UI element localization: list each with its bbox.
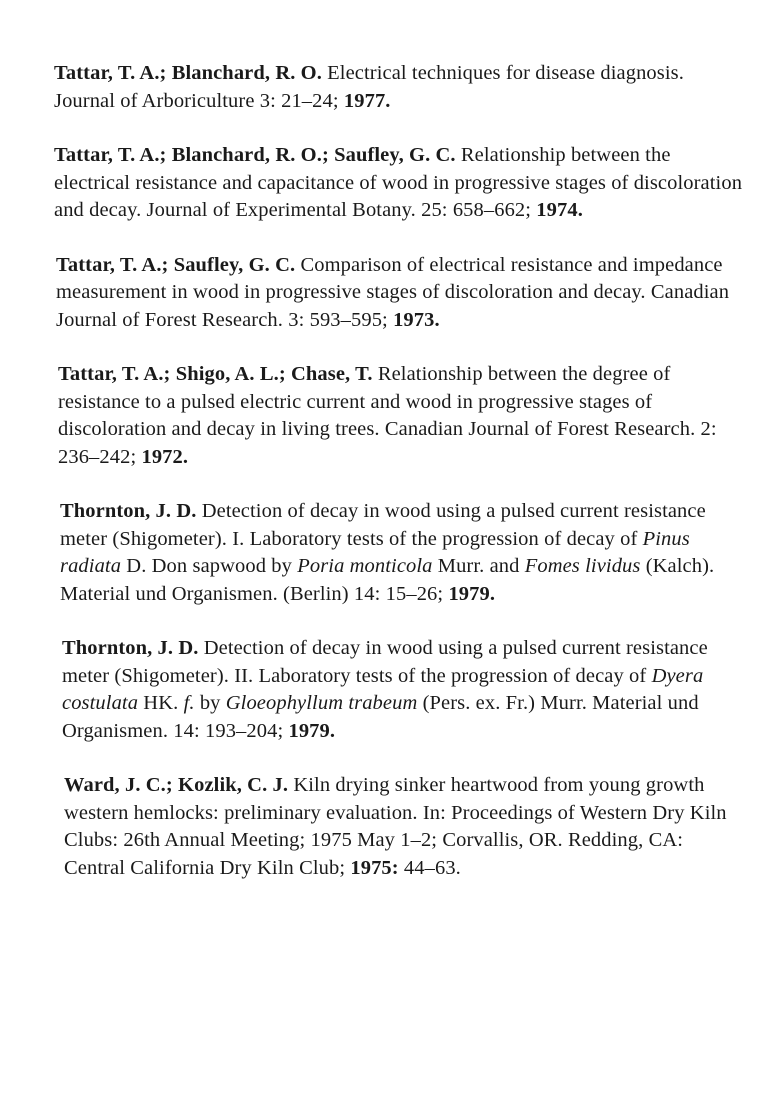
reference-entry [60, 498, 744, 608]
species-name: Poria monticola [297, 555, 433, 577]
reference-pages: 44–63. [398, 856, 461, 879]
reference-year: 1974. [536, 199, 583, 221]
reference-text: (Kalch). Material und Organismen. (Berlin) 14: 15–26; [60, 555, 715, 605]
reference-text: Detection of decay in wood using a pulsed current resistance meter (Shigometer). II. Laboratory tests of the progression of decay of [62, 637, 708, 687]
species-name: Fomes lividus [524, 555, 641, 577]
reference-entry [62, 635, 744, 745]
species-name: f. [183, 692, 195, 714]
reference-text: Kiln drying sinker heartwood from young growth western hemlocks: preliminary evaluation. In: Proceedings of Western Dry Kiln Clubs: 26th Annual Meeting; 1975 May 1–2; Corvallis, OR. Redding, CA: Central California Dry Kiln Club; [64, 774, 727, 879]
reference-authors: Tattar, T. A.; Blanchard, R. O.; Saufley, G. C. [54, 144, 456, 166]
reference-list [54, 60, 744, 909]
reference-entry [64, 772, 744, 882]
reference-year: 1975: [350, 856, 399, 879]
reference-year: 1979. [288, 719, 336, 742]
reference-text: Murr. and [432, 555, 525, 577]
reference-text: HK. [138, 692, 184, 714]
reference-entry [54, 142, 744, 225]
reference-authors: Tattar, T. A.; Shigo, A. L.; Chase, T. [58, 363, 373, 385]
reference-text: by [194, 692, 226, 714]
reference-authors: Ward, J. C.; Kozlik, C. J. [64, 774, 289, 796]
reference-text: Detection of decay in wood using a pulsed current resistance meter (Shigometer). I. Laboratory tests of the progression of decay of [60, 500, 706, 550]
reference-year: 1973. [393, 308, 440, 331]
reference-entry [56, 252, 744, 335]
reference-authors: Tattar, T. A.; Saufley, G. C. [56, 253, 296, 276]
reference-entry [58, 361, 744, 471]
reference-authors: Tattar, T. A.; Blanchard, R. O. [54, 62, 322, 84]
species-name: Dyera costulata [62, 664, 704, 714]
reference-year: 1972. [141, 445, 189, 468]
reference-text: (Pers. ex. Fr.) Murr. Material und Organismen. 14: 193–204; [62, 692, 699, 742]
reference-text: Comparison of electrical resistance and impedance measurement in wood in progressive stages of discoloration and decay. Canadian Journal of Forest Research. 3: 593–595; [56, 253, 730, 331]
species-name: Gloeophyllum trabeum [225, 692, 418, 714]
reference-text: Electrical techniques for disease diagnosis. Journal of Arboriculture 3: 21–24; [54, 62, 684, 112]
reference-text: Relationship between the electrical resistance and capacitance of wood in progressive stages of discoloration and decay. Journal of Experimental Botany. 25: 658–662; [54, 144, 743, 221]
reference-text: Relationship between the degree of resistance to a pulsed electric current and wood in progressive stages of discoloration and decay in living trees. Canadian Journal of Forest Research. 2: 236–242; [58, 363, 717, 468]
reference-authors: Thornton, J. D. [62, 637, 199, 659]
reference-year: 1979. [448, 582, 496, 605]
reference-authors: Thornton, J. D. [60, 500, 197, 522]
reference-entry [54, 60, 744, 115]
species-name: Pinus radiata [60, 527, 690, 577]
reference-text: D. Don sapwood by [121, 555, 298, 577]
reference-year: 1977. [343, 89, 391, 112]
